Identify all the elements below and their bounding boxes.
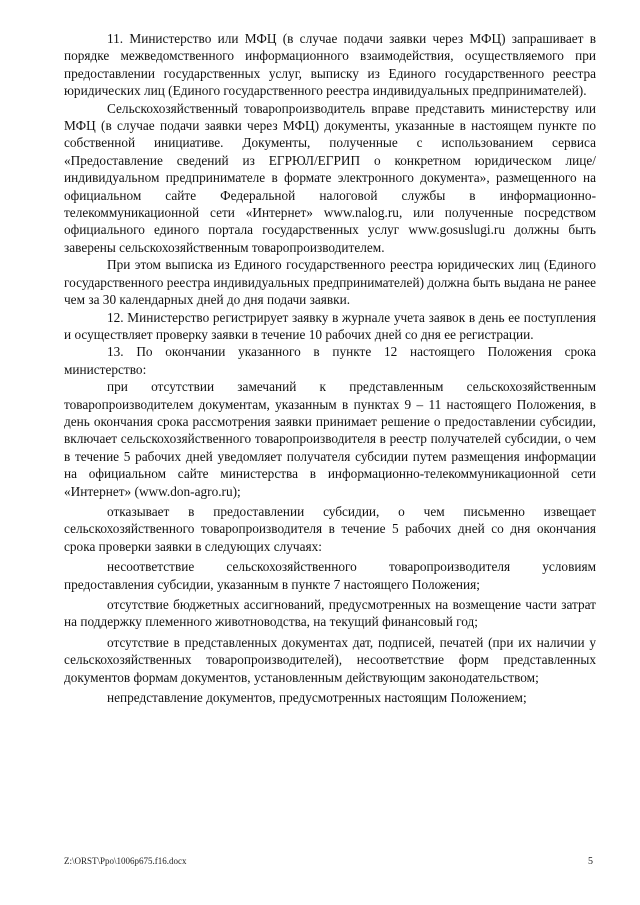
footer-file-path: Z:\ORST\Ppo\1006p675.f16.docx xyxy=(64,856,187,866)
paragraph-optional-documents: Сельскохозяйственный товаропроизводитель вправе представить министерству или МФЦ (в случае подачи заявки через МФЦ) документы, указанные в настоящем пункте по собственной инициативе. Документы, полученные с использованием сервиса «Предоставление сведений из ЕГРЮЛ/ЕГРИП о конкретном юридическом лице/индивидуальном предпринимателе в формате электронного документа», размещенного на официальном сайте Федеральной налоговой службы в информационно-телекоммуникационной сети «Интернет» www.nalog.ru, или полученные посредством официального единого портала государственных услуг www.gosuslugi.ru должны быть заверены сельскохозяйственным товаропроизводителем. xyxy=(64,100,596,255)
paragraph-refusal: отказывает в предоставлении субсидии, о чем письменно извещает сельскохозяйственного товаропроизводителя в течение 5 рабочих дней со дня окончания срока проверки заявки в следующих случаях: xyxy=(64,503,596,554)
page-number: 5 xyxy=(588,856,593,867)
paragraph-13: 13. По окончании указанного в пункте 12 настоящего Положения срока министерство: xyxy=(64,344,596,377)
document-body xyxy=(64,30,596,706)
paragraph-approval: при отсутствии замечаний к представленным сельскохозяйственным товаропроизводителем документам, указанным в пунктах 9 – 11 настоящего Положения, в день окончания срока рассмотрения заявки принимает решение о предоставлении субсидии, включает сельскохозяйственного товаропроизводителя в реестр получателей субсидии, о чем в течение 5 рабочих дней уведомляет получателя субсидии путем размещения информации на официальном сайте министерства в информационно-телекоммуникационной сети «Интернет» (www.don-agro.ru); xyxy=(64,379,596,499)
paragraph-12: 12. Министерство регистрирует заявку в журнале учета заявок в день ее поступления и осуществляет проверку заявки в течение 10 рабочих дней со дня ее регистрации. xyxy=(64,309,596,342)
paragraph-case-no-documents: непредставление документов, предусмотренных настоящим Положением; xyxy=(107,690,527,706)
paragraph-extract-validity: При этом выписка из Единого государственного реестра юридических лиц (Единого государственного реестра индивидуальных предпринимателей) должна быть выдана не ранее чем за 30 календарных дней до дня подачи заявки. xyxy=(64,257,596,308)
paragraph-case-no-budget: отсутствие бюджетных ассигнований, предусмотренных на возмещение части затрат на поддержку племенного животноводства, на текущий финансовый год; xyxy=(64,597,596,630)
paragraph-case-nonconformity: несоответствие сельскохозяйственного товаропроизводителя условиям предоставления субсидии, указанным в пункте 7 настоящего Положения; xyxy=(64,559,596,592)
paragraph-case-missing-details: отсутствие в представленных документах дат, подписей, печатей (при их наличии у сельскохозяйственных товаропроизводителей), несоответствие форм представленных документов формам документов, установленным действующим законодательством; xyxy=(64,634,596,685)
paragraph-11: 11. Министерство или МФЦ (в случае подачи заявки через МФЦ) запрашивает в порядке межведомственного информационного взаимодействия, осуществляемого при предоставлении государственных услуг, выписку из Единого государственного реестра юридических лиц (Единого государственного реестра индивидуальных предпринимателей). xyxy=(64,31,596,99)
